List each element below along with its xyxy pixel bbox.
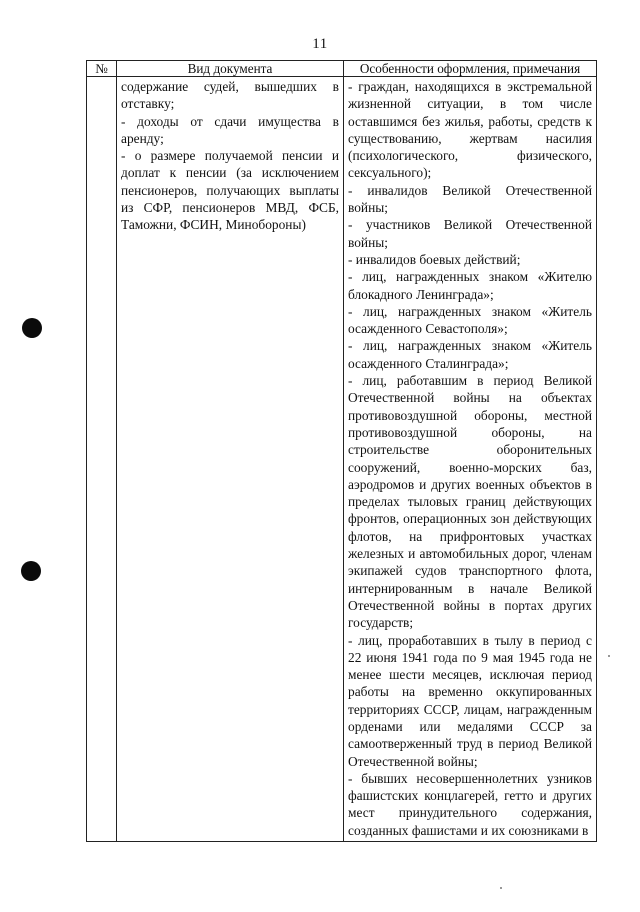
note-entry: - граждан, находящихся в экстремальной жизненной ситуации, в том числе оставшимся без жилья, работы, средств к существованию, жертвам насилия (психологического, физического, сексуального); — [348, 79, 592, 181]
cell-notes — [344, 77, 597, 842]
note-entry: - лиц, работавшим в период Великой Отечественной войны на объектах противовоздушной обороны, местной противовоздушной обороны, на строительстве оборонительных сооружений, военно-морских баз, аэродромов и других военных объектов в пределах тыловых границ действующих фронтов, операционных зон действующих флотов, на прифронтовых участках железных и автомобильных дорог, членам экипажей судов транспортного флота, интернированным в начале Великой Отечественной войны в портах других государств; — [348, 373, 592, 631]
document-type-entry: содержание судей, вышедших в отставку; — [121, 79, 339, 112]
scan-speck — [608, 655, 610, 657]
note-entry: - лиц, проработавших в тылу в период с 22 июня 1941 года по 9 мая 1945 года не менее шести месяцев, исключая период работы на временно оккупированных территориях СССР, лицам, награжденным орденами или медалями СССР за самоотверженный труд в период Великой Отечественной войны; — [348, 632, 592, 769]
column-header-notes: Особенности оформления, примечания — [344, 61, 597, 77]
note-entry: - лиц, награжденных знаком «Жителю блокадного Ленинграда»; — [348, 269, 592, 302]
note-entry: - участников Великой Отечественной войны; — [348, 217, 592, 250]
table-header-row — [87, 61, 597, 77]
document-table — [86, 60, 597, 842]
document-type-entry: - доходы от сдачи имущества в аренду; — [121, 113, 339, 146]
document-type-entry: - о размере получаемой пенсии и доплат к пенсии (за исключением пенсионеров, получающих выплаты из СФР, пенсионеров МВД, ФСБ, Таможни, ФСИН, Минобороны) — [121, 148, 339, 233]
page-number: 11 — [312, 36, 328, 52]
note-entry: - лиц, награжденных знаком «Житель осажденного Севастополя»; — [348, 303, 592, 337]
cell-document-type — [117, 77, 344, 842]
scan-speck — [500, 887, 502, 889]
note-entry: - инвалидов боевых действий; — [348, 251, 521, 267]
binder-hole — [22, 318, 42, 338]
note-entry: - лиц, награжденных знаком «Житель осажденного Сталинграда»; — [348, 338, 592, 371]
cell-number — [87, 77, 117, 842]
note-entry: - инвалидов Великой Отечественной войны; — [348, 182, 592, 216]
binder-hole — [21, 561, 41, 581]
column-header-number: № — [87, 61, 117, 77]
column-header-document-type: Вид документа — [117, 61, 344, 77]
table-row — [87, 77, 597, 842]
note-entry: - бывших несовершеннолетних узников фашистских концлагерей, гетто и других мест принудительного содержания, созданных фашистами и их союзниками в — [348, 770, 592, 838]
